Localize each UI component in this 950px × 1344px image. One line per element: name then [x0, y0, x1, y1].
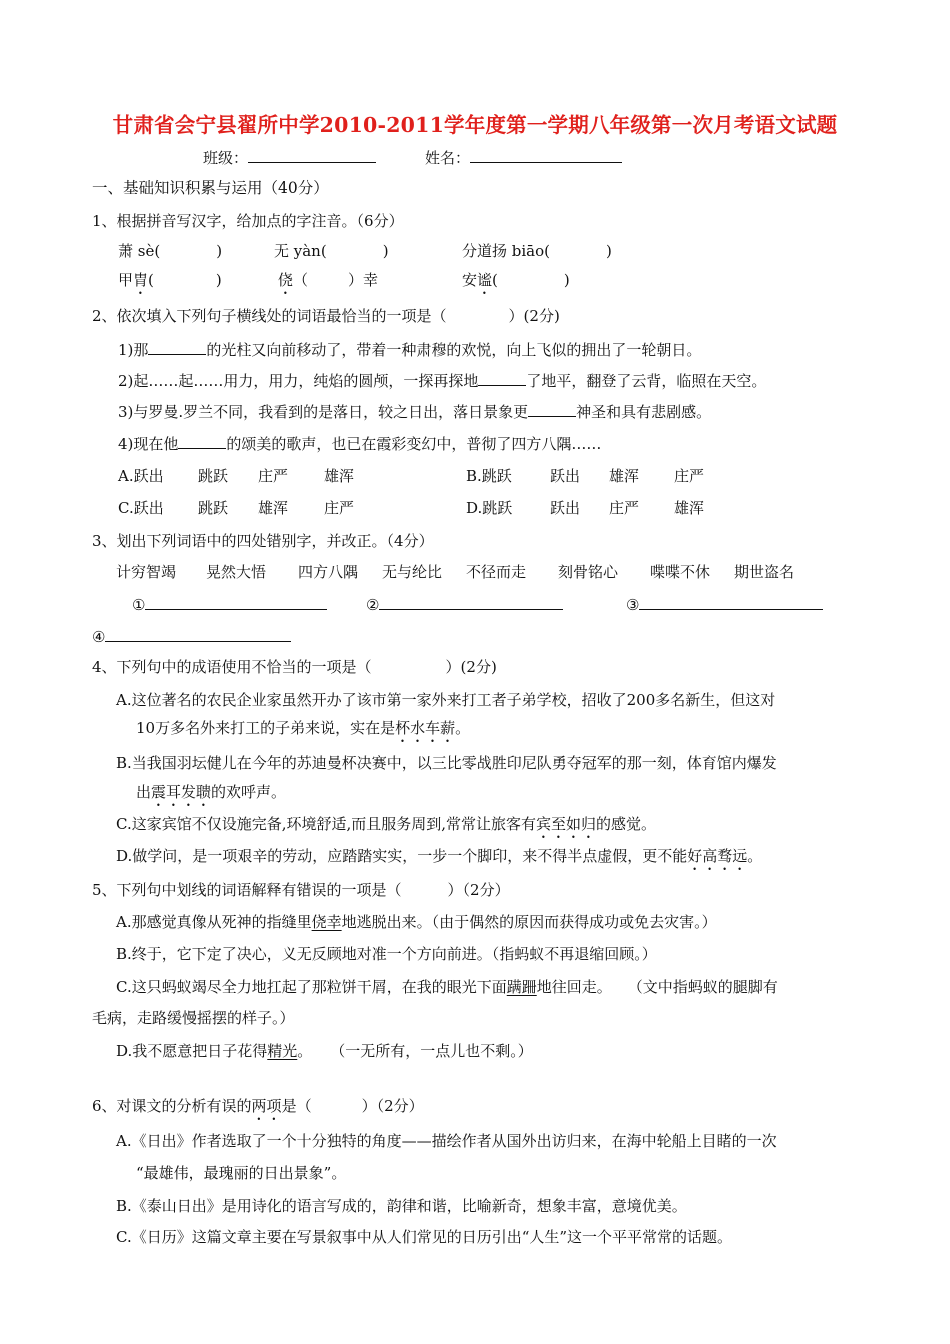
- q3-answer-3[interactable]: ③: [626, 594, 823, 615]
- q5-option-c-line1[interactable]: C.这只蚂蚁竭尽全力地扛起了那粒饼干屑，在我的眼光下面蹒跚地往回走。 （文中指蚂蚁的腿脚有: [116, 978, 778, 996]
- q6-option-a-line1[interactable]: A.《日出》作者选取了一个十分独特的角度——描绘作者从国外出访归来，在海中轮船上目睹的一次: [116, 1132, 777, 1150]
- q4-option-a-line2: 10万多名外来打工的子弟来说，实在是杯水车薪。: [136, 719, 471, 737]
- q6-option-b[interactable]: B.《泰山日出》是用诗化的语言写成的，韵律和谐，比喻新奇，想象丰富，意境优美。: [116, 1197, 687, 1215]
- q3-word: 四方八隅: [298, 563, 359, 581]
- section-heading: 一、基础知识积累与运用（40分）: [92, 179, 329, 197]
- q4-option-a-line1[interactable]: A.这位著名的农民企业家虽然开办了该市第一家外来打工者子弟学校，招收了200多名新生，但这对: [116, 691, 776, 709]
- exam-page: 甘肃省会宁县翟所中学2010-2011学年度第一学期八年级第一次月考语文试题 班级： 姓名： 一、基础知识积累与运用（40分） 1、根据拼音写汉字，给加点的字注音。（6分） 萧 sè( ) 无 yàn( ) 分道扬 biāo( ) 甲胄( ) 侥（ ）幸 安谧( ) 2、依次填入下列句子横线处的词语最恰当的一项是（ ）(2分) 1)那 的光柱又向前移动了，带着一种肃穆的欢悦，向上飞似的拥出了一轮朝日。 2)起……起……用力，用力，纯焰的圆颅，一探再探地 了地平，翻登了云背，临照在天空。 3)与罗曼.罗兰不同，我看到的是落日，较之日出，落日景象更 神圣和具有悲剧感。 4)现在他 的颂美的歌声，也已在霞彩变幻中，普彻了四方八隅…… A.跃出 跳跃 庄严 雄浑 B.跳跃 跃出 雄浑 庄严 C.跃出 跳跃 雄浑 庄严 D.跳跃 跃出 庄严 雄浑 3、划出下列词语中的四处错别字，并改正。（4分） 计穷智竭 晃然大悟 四方八隅 无与纶比 不径而走 刻骨铭心 喋喋不休 期世盗名 ① ② ③ ④ 4、下列句中的成语使用不恰当的一项是（ ）(2分) A.这位著名的农民企业家虽然开办了该市第一家外来打工者子弟学校，招收了200多名新生，但这对 10万多名外来打工的子弟来说，实在是杯水车薪。 B.当我国羽坛健儿在今年的苏迪曼杯决赛中，以三比零战胜印尼队勇夺冠军的那一刻，体育馆内爆发 出震耳发聩的欢呼声。 C.这家宾馆不仅设施完备,环境舒适,而且服务周到,常常让旅客有宾至如归的感觉。 D.做学问，是一项艰辛的劳动，应踏踏实实，一步一个脚印，来不得半点虚假，更不能好高骛远。 5、下列句中划线的词语解释有错误的一项是（ ）（2分） A.那感觉真像从死神的指缝里侥幸地逃脱出来。（由于偶然的原因而获得成功或免去灾害。） B.终于，它下定了决心，义无反顾地对准一个方向前进。（指蚂蚁不再退缩回顾。） C.这只蚂蚁竭尽全力地扛起了那粒饼干屑，在我的眼光下面蹒跚地往回走。 （文中指蚂蚁的腿脚有 毛病，走路缓慢摇摆的样子。） D.我不愿意把日子花得精光。 （一无所有，一点儿也不剩。） 6、对课文的分析有误的两项是（ ）（2分） A.《日出》作者选取了一个十分独特的角度——描绘作者从国外出访归来，在海中轮船上目睹的一次 “最雄伟，最瑰丽的日出景象”。 B.《泰山日出》是用诗化的语言写成的，韵律和谐，比喻新奇，想象丰富，意境优美。 C.《日历》这篇文章主要在写景叙事中从人们常见的日历引出“人生”这一个平平常常的话题。: [0, 0, 950, 1344]
- exam-title: 甘肃省会宁县翟所中学2010-2011学年度第一学期八年级第一次月考语文试题: [112, 113, 838, 137]
- q5-option-b[interactable]: B.终于，它下定了决心，义无反顾地对准一个方向前进。（指蚂蚁不再退缩回顾。）: [116, 945, 657, 963]
- q6-stem: 6、对课文的分析有误的两项是（ ）（2分）: [92, 1097, 424, 1115]
- q1-item-a1: 萧 sè( ): [118, 242, 223, 260]
- q5-stem: 5、下列句中划线的词语解释有错误的一项是（ ）（2分）: [92, 881, 510, 899]
- q6-option-c[interactable]: C.《日历》这篇文章主要在写景叙事中从人们常见的日历引出“人生”这一个平平常常的话题。: [116, 1228, 733, 1246]
- name-field: [425, 147, 622, 168]
- q5-option-d[interactable]: D.我不愿意把日子花得精光。 （一无所有，一点儿也不剩。）: [116, 1042, 533, 1060]
- name-label: 姓名：: [425, 149, 471, 167]
- q1-item-b2: 侥（ ）幸: [278, 271, 379, 289]
- class-label: 班级：: [203, 149, 249, 167]
- q2-sentence-3: 3)与罗曼.罗兰不同，我看到的是落日，较之日出，落日景象更 神圣和具有悲剧感。: [118, 403, 712, 421]
- q4-stem: 4、下列句中的成语使用不恰当的一项是（ ）(2分): [92, 658, 497, 676]
- q6-option-a-line2: “最雄伟，最瑰丽的日出景象”。: [136, 1164, 347, 1182]
- q5-option-c-line2: 毛病，走路缓慢摇摆的样子。）: [92, 1009, 295, 1027]
- q1-item-a2: 无 yàn( ): [274, 242, 389, 260]
- q2-sentence-1: 1)那 的光柱又向前移动了，带着一种肃穆的欢悦，向上飞似的拥出了一轮朝日。: [118, 341, 702, 359]
- q3-word: 喋喋不休: [650, 563, 711, 581]
- name-blank[interactable]: [470, 147, 622, 163]
- q3-stem: 3、划出下列词语中的四处错别字，并改正。（4分）: [92, 532, 434, 550]
- q1-item-b3: 安谧( ): [462, 271, 570, 289]
- q4-option-b-line1[interactable]: B.当我国羽坛健儿在今年的苏迪曼杯决赛中，以三比零战胜印尼队勇夺冠军的那一刻，体育馆内爆发: [116, 754, 777, 772]
- q2-sentence-2: 2)起……起……用力，用力，纯焰的圆颅，一探再探地 了地平，翻登了云背，临照在天空。: [118, 372, 767, 390]
- q3-answer-2[interactable]: ②: [366, 594, 563, 615]
- q3-word: 期世盗名: [734, 563, 795, 581]
- q2-stem: 2、依次填入下列句子横线处的词语最恰当的一项是（ ）(2分): [92, 307, 560, 325]
- q3-answer-1[interactable]: ①: [132, 594, 327, 615]
- q1-item-a3: 分道扬 biāo( ): [462, 242, 612, 260]
- q2-sentence-4: 4)现在他 的颂美的歌声，也已在霞彩变幻中，普彻了四方八隅……: [118, 435, 602, 453]
- class-field: [203, 147, 376, 168]
- q3-word: 不径而走: [466, 563, 527, 581]
- q3-word: 无与纶比: [382, 563, 443, 581]
- q3-word: 计穷智竭: [116, 563, 177, 581]
- class-blank[interactable]: [248, 147, 376, 163]
- q4-option-c[interactable]: C.这家宾馆不仅设施完备,环境舒适,而且服务周到,常常让旅客有宾至如归的感觉。: [116, 815, 657, 833]
- q4-option-b-line2: 出震耳发聩的欢呼声。: [136, 783, 287, 801]
- q1-stem: 1、根据拼音写汉字，给加点的字注音。（6分）: [92, 212, 404, 230]
- q3-word: 刻骨铭心: [558, 563, 619, 581]
- q3-word: 晃然大悟: [206, 563, 267, 581]
- q3-answer-4[interactable]: ④: [92, 626, 291, 647]
- q5-option-a[interactable]: A.那感觉真像从死神的指缝里侥幸地逃脱出来。（由于偶然的原因而获得成功或免去灾害。）: [116, 913, 717, 931]
- q1-item-b1: 甲胄( ): [118, 271, 222, 289]
- q4-option-d[interactable]: D.做学问，是一项艰辛的劳动，应踏踏实实，一步一个脚印，来不得半点虚假，更不能好高骛远。: [116, 847, 763, 865]
